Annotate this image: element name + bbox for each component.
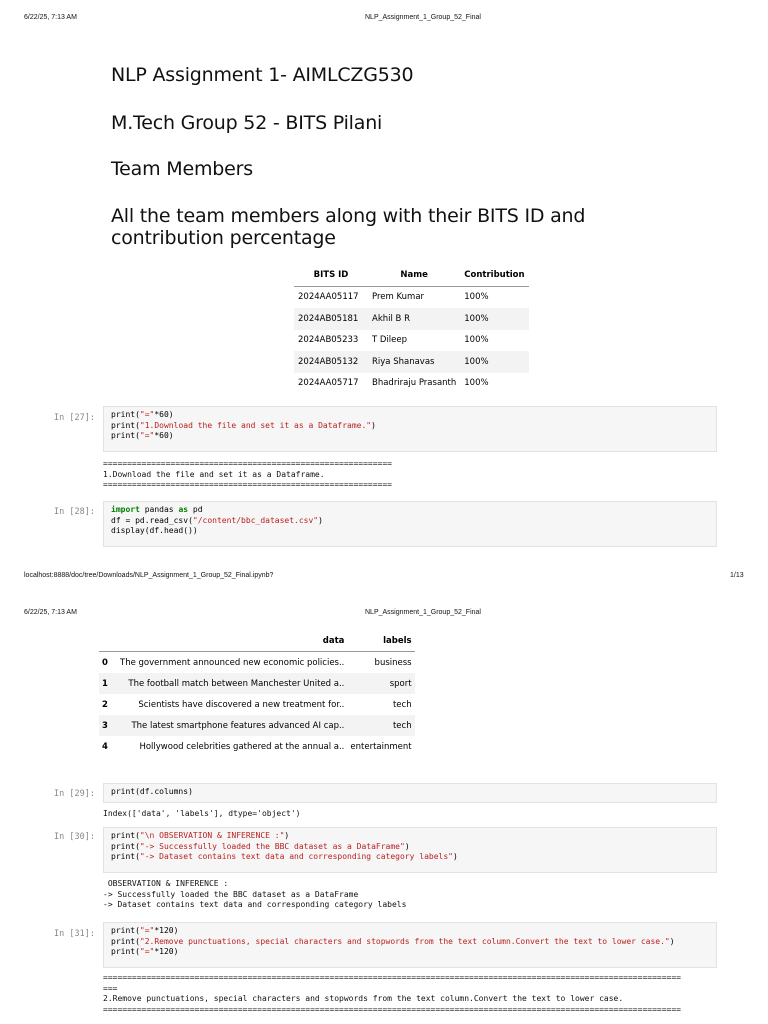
- table-row: [99, 715, 415, 736]
- team-name: Riya Shanavas: [368, 351, 460, 373]
- table-row: [294, 351, 529, 373]
- heading-team-members: Team Members: [111, 158, 253, 180]
- cell-29-prompt: In [29]:: [54, 789, 95, 799]
- team-col-name: Name: [368, 264, 460, 286]
- team-bits-id: 2024AA05117: [298, 292, 359, 303]
- code-token: print(: [111, 841, 140, 851]
- cell-28-prompt: In [28]:: [54, 507, 95, 517]
- code-token: print(: [111, 410, 140, 419]
- code-token: *120): [154, 926, 179, 935]
- code-token: print(: [111, 947, 140, 956]
- code-token: ): [669, 936, 675, 946]
- df-data: Hollywood celebrities gathered at the annual a..: [139, 741, 345, 752]
- heading-group: M.Tech Group 52 - BITS Pilani: [111, 112, 383, 134]
- code-token: print(: [111, 852, 140, 861]
- team-contribution: 100%: [464, 292, 489, 303]
- heading-team-details: [111, 205, 585, 249]
- heading-assignment: NLP Assignment 1- AIMLCZG530: [111, 64, 414, 86]
- df-col-labels: labels: [347, 630, 414, 652]
- df-data: The latest smartphone features advanced AI cap..: [117, 715, 347, 736]
- code-token: print(: [111, 831, 140, 840]
- team-bits-id: 2024AB05233: [298, 335, 359, 346]
- output-line: -> Successfully loaded the BBC dataset as a DataFrame: [103, 889, 359, 899]
- print-header-date: 6/22/25, 7:13 AM: [24, 609, 77, 616]
- df-index: 0: [102, 657, 108, 668]
- table-row: [99, 694, 415, 715]
- team-contribution: 100%: [460, 351, 528, 373]
- code-token: *120): [154, 947, 179, 956]
- team-contribution: 100%: [464, 378, 489, 389]
- df-col-data: data: [117, 630, 347, 652]
- code-keyword: as: [178, 505, 189, 514]
- df-data: The football match between Manchester United a..: [117, 673, 347, 694]
- cell-31-input[interactable]: [103, 922, 717, 968]
- cell-31-prompt: In [31]:: [54, 929, 95, 939]
- code-string: "=": [139, 431, 155, 440]
- team-col-bits-id: BITS ID: [294, 264, 368, 286]
- output-line: 2.Remove punctuations, special characters and stopwords from the text column.Convert the text to lower case.: [103, 994, 624, 1003]
- df-col-index: [99, 630, 117, 652]
- team-name: Akhil B R: [368, 308, 460, 330]
- code-token: display(df.head()): [111, 526, 198, 535]
- df-label: tech: [347, 715, 414, 736]
- output-line: ============================================================: [103, 480, 392, 489]
- cell-30-input[interactable]: [103, 827, 717, 873]
- code-string: "\n OBSERVATION & INFERENCE :": [139, 831, 285, 840]
- df-label: sport: [347, 673, 414, 694]
- print-header-title: NLP_Assignment_1_Group_52_Final: [365, 14, 481, 21]
- output-line: OBSERVATION & INFERENCE :: [103, 879, 229, 888]
- table-row: [294, 308, 529, 330]
- team-bits-id: 2024AB05181: [294, 308, 368, 330]
- cell-30-output: [103, 879, 406, 911]
- df-label: tech: [392, 699, 412, 710]
- code-string: "=": [139, 926, 155, 935]
- code-token: ): [371, 420, 376, 430]
- code-string: "=": [139, 947, 155, 956]
- team-col-contribution: Contribution: [460, 264, 528, 286]
- df-index: 3: [99, 715, 117, 736]
- cell-31-output: [103, 973, 715, 1015]
- code-token: print(: [111, 926, 140, 935]
- code-token: pd: [188, 505, 203, 514]
- output-line: 1.Download the file and set it as a Dataframe.: [103, 469, 325, 479]
- table-row: [294, 373, 529, 395]
- table-row: [99, 736, 415, 757]
- code-token: print(: [111, 431, 140, 440]
- team-bits-id: 2024AB05132: [294, 351, 368, 373]
- df-index: 2: [102, 699, 108, 710]
- cell-28-input[interactable]: [103, 501, 717, 547]
- code-token: ): [404, 841, 410, 851]
- cell-27-prompt: In [27]:: [54, 413, 95, 423]
- output-line: ===: [103, 983, 118, 993]
- df-index: 1: [99, 673, 117, 694]
- cell-29-output: Index(['data', 'labels'], dtype='object'): [103, 809, 301, 818]
- team-table-header-row: [294, 264, 529, 286]
- team-members-table: [294, 264, 529, 394]
- code-string: "-> Successfully loaded the BBC dataset as a DataFrame": [139, 841, 405, 851]
- team-name: Prem Kumar: [372, 292, 425, 303]
- code-token: pandas: [139, 505, 179, 514]
- code-token: df = pd.read_csv(: [111, 515, 193, 525]
- dataframe-head-table: [99, 630, 415, 757]
- heading-team-details-line2: contribution percentage: [111, 227, 336, 249]
- team-bits-id: 2024AA05717: [298, 378, 359, 389]
- print-header-date: 6/22/25, 7:13 AM: [24, 14, 77, 21]
- team-name: T Dileep: [372, 335, 408, 346]
- output-line: ========================================================================================================================: [103, 1004, 681, 1014]
- print-footer-page: 1/13: [730, 572, 744, 579]
- heading-team-details-line1: All the team members along with their BITS ID and: [111, 205, 586, 227]
- print-footer-url: localhost:8888/doc/tree/Downloads/NLP_Assignment_1_Group_52_Final.ipynb?: [24, 572, 274, 579]
- code-token: ): [452, 852, 458, 861]
- code-token: print(: [111, 420, 140, 430]
- team-name: Bhadriraju Prasanth: [372, 378, 457, 389]
- code-token: print(: [111, 936, 140, 946]
- table-row: [99, 652, 415, 674]
- code-token: ): [284, 831, 290, 840]
- code-token: print(df.columns): [111, 787, 193, 796]
- team-contribution: 100%: [460, 308, 528, 330]
- df-header-row: [99, 630, 415, 652]
- team-contribution: 100%: [464, 335, 489, 346]
- table-row: [294, 330, 529, 352]
- cell-27-output: [103, 459, 392, 491]
- cell-29-input[interactable]: [103, 783, 717, 803]
- code-string: "=": [139, 410, 155, 419]
- code-keyword: import: [111, 505, 140, 514]
- code-string: "2.Remove punctuations, special characters and stopwords from the text column.Convert the text to lower case.": [139, 936, 670, 946]
- df-label: entertainment: [350, 741, 412, 752]
- code-token: *60): [154, 431, 174, 440]
- table-row: [294, 286, 529, 308]
- code-token: *60): [154, 410, 174, 419]
- output-line: ============================================================: [103, 459, 392, 468]
- output-line: ========================================================================================================================: [103, 973, 681, 982]
- print-header-title: NLP_Assignment_1_Group_52_Final: [365, 609, 481, 616]
- cell-27-input[interactable]: [103, 406, 717, 452]
- df-data: Scientists have discovered a new treatment for..: [138, 699, 345, 710]
- code-string: "-> Dataset contains text data and corresponding category labels": [139, 852, 453, 861]
- output-line: -> Dataset contains text data and corresponding category labels: [103, 900, 407, 909]
- code-token: ): [318, 515, 323, 525]
- df-label: business: [374, 657, 412, 668]
- code-string: "/content/bbc_dataset.csv": [192, 515, 319, 525]
- df-data: The government announced new economic policies..: [120, 657, 345, 668]
- cell-30-prompt: In [30]:: [54, 832, 95, 842]
- df-index: 4: [102, 741, 108, 752]
- table-row: [99, 673, 415, 694]
- code-string: "1.Download the file and set it as a Dataframe.": [139, 420, 372, 430]
